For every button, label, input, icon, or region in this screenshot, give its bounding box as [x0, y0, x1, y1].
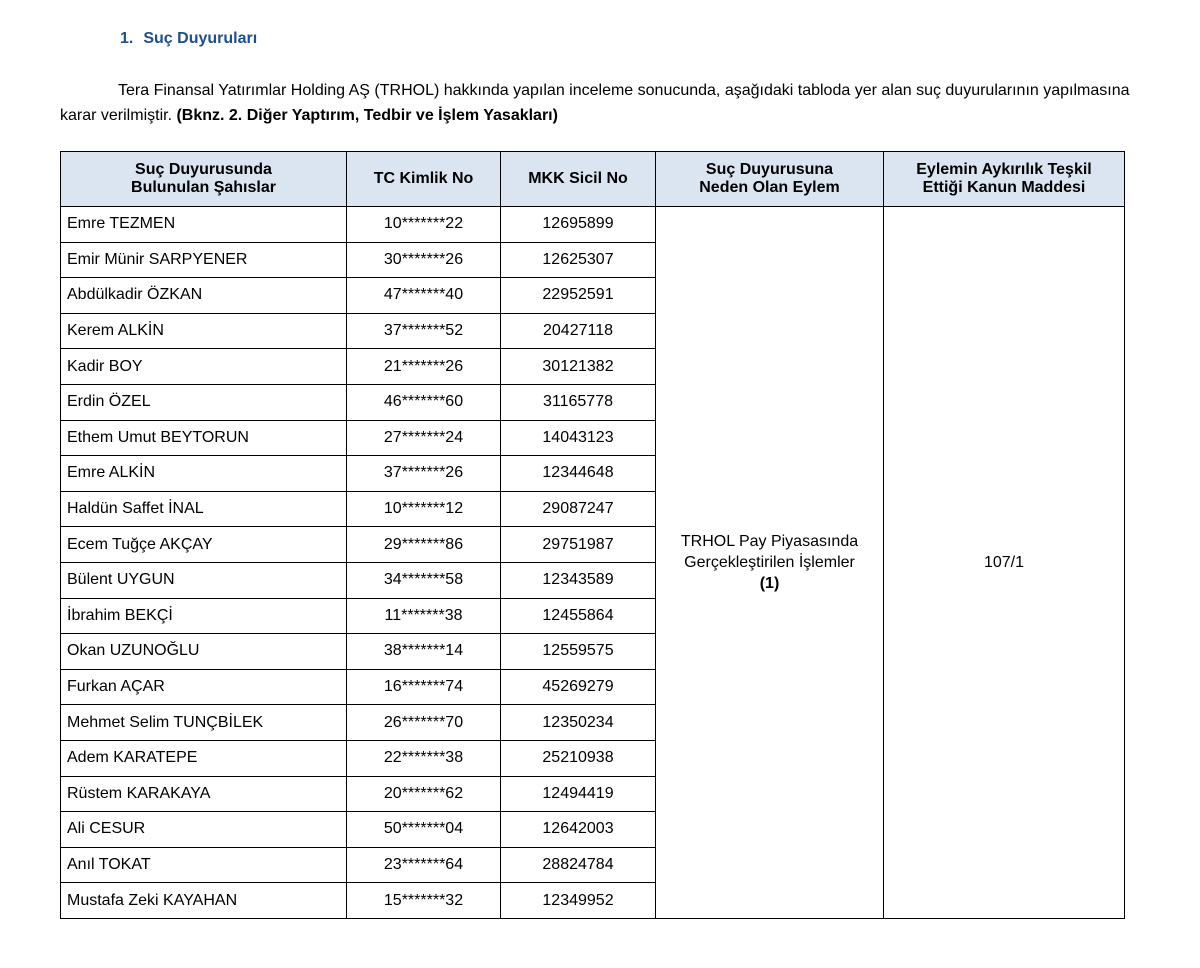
tc-no-cell: 29*******86	[347, 527, 501, 563]
mkk-no-cell: 12343589	[501, 562, 656, 598]
mkk-no-cell: 30121382	[501, 349, 656, 385]
person-name-cell: Emre TEZMEN	[61, 207, 347, 243]
table-body	[61, 207, 1125, 919]
intro-paragraph	[60, 78, 1140, 128]
person-name-cell: Ethem Umut BEYTORUN	[61, 420, 347, 456]
header-law-article: Eylemin Aykırılık Teşkil Ettiği Kanun Maddesi	[884, 152, 1125, 207]
mkk-no-cell: 12642003	[501, 812, 656, 848]
tc-no-cell: 38*******14	[347, 634, 501, 670]
tc-no-cell: 23*******64	[347, 847, 501, 883]
tc-no-cell: 20*******62	[347, 776, 501, 812]
person-name-cell: Ecem Tuğçe AKÇAY	[61, 527, 347, 563]
tc-no-cell: 21*******26	[347, 349, 501, 385]
tc-no-cell: 30*******26	[347, 242, 501, 278]
person-name-cell: Kerem ALKİN	[61, 313, 347, 349]
header-persons: Suç Duyurusunda Bulunulan Şahıslar	[61, 152, 347, 207]
section-heading	[120, 30, 257, 48]
law-article-merged-cell: 107/1	[884, 207, 1125, 919]
header-action: Suç Duyurusuna Neden Olan Eylem	[656, 152, 884, 207]
tc-no-cell: 10*******12	[347, 491, 501, 527]
person-name-cell: Erdin ÖZEL	[61, 384, 347, 420]
person-name-cell: Adem KARATEPE	[61, 740, 347, 776]
table-header-row	[61, 152, 1125, 207]
mkk-no-cell: 14043123	[501, 420, 656, 456]
person-name-cell: Haldün Saffet İNAL	[61, 491, 347, 527]
person-name-cell: Kadir BOY	[61, 349, 347, 385]
mkk-no-cell: 12349952	[501, 883, 656, 919]
tc-no-cell: 26*******70	[347, 705, 501, 741]
intro-text: Tera Finansal Yatırımlar Holding AŞ (TRHOL) hakkında yapılan inceleme sonucunda, aşağıdaki tabloda yer alan suç duyurularının yapılmasına karar verilmiştir.	[60, 82, 1130, 124]
mkk-no-cell: 20427118	[501, 313, 656, 349]
table-row	[61, 207, 1125, 243]
tc-no-cell: 22*******38	[347, 740, 501, 776]
tc-no-cell: 50*******04	[347, 812, 501, 848]
mkk-no-cell: 29751987	[501, 527, 656, 563]
mkk-no-cell: 29087247	[501, 491, 656, 527]
person-name-cell: Ali CESUR	[61, 812, 347, 848]
mkk-no-cell: 12455864	[501, 598, 656, 634]
mkk-no-cell: 12695899	[501, 207, 656, 243]
person-name-cell: Anıl TOKAT	[61, 847, 347, 883]
person-name-cell: Bülent UYGUN	[61, 562, 347, 598]
action-line-2: Gerçekleştirilen İşlemler	[684, 553, 855, 571]
mkk-no-cell: 45269279	[501, 669, 656, 705]
header-mkk-no: MKK Sicil No	[501, 152, 656, 207]
tc-no-cell: 27*******24	[347, 420, 501, 456]
person-name-cell: İbrahim BEKÇİ	[61, 598, 347, 634]
mkk-no-cell: 12494419	[501, 776, 656, 812]
person-name-cell: Emre ALKİN	[61, 456, 347, 492]
mkk-no-cell: 12344648	[501, 456, 656, 492]
tc-no-cell: 11*******38	[347, 598, 501, 634]
person-name-cell: Furkan AÇAR	[61, 669, 347, 705]
tc-no-cell: 16*******74	[347, 669, 501, 705]
person-name-cell: Okan UZUNOĞLU	[61, 634, 347, 670]
mkk-no-cell: 12559575	[501, 634, 656, 670]
tc-no-cell: 15*******32	[347, 883, 501, 919]
action-note: (1)	[759, 574, 780, 592]
tc-no-cell: 46*******60	[347, 384, 501, 420]
criminal-complaints-table	[60, 151, 1125, 919]
person-name-cell: Mustafa Zeki KAYAHAN	[61, 883, 347, 919]
action-merged-cell	[656, 207, 884, 919]
person-name-cell: Abdülkadir ÖZKAN	[61, 278, 347, 314]
header-tc-no: TC Kimlik No	[347, 152, 501, 207]
person-name-cell: Mehmet Selim TUNÇBİLEK	[61, 705, 347, 741]
intro-reference: (Bknz. 2. Diğer Yaptırım, Tedbir ve İşlem Yasakları)	[176, 107, 558, 124]
section-title: Suç Duyuruları	[143, 30, 258, 47]
person-name-cell: Emir Münir SARPYENER	[61, 242, 347, 278]
mkk-no-cell: 31165778	[501, 384, 656, 420]
section-number: 1.	[120, 30, 134, 47]
mkk-no-cell: 25210938	[501, 740, 656, 776]
tc-no-cell: 37*******52	[347, 313, 501, 349]
mkk-no-cell: 12625307	[501, 242, 656, 278]
tc-no-cell: 47*******40	[347, 278, 501, 314]
person-name-cell: Rüstem KARAKAYA	[61, 776, 347, 812]
mkk-no-cell: 22952591	[501, 278, 656, 314]
mkk-no-cell: 12350234	[501, 705, 656, 741]
tc-no-cell: 10*******22	[347, 207, 501, 243]
action-line-1: TRHOL Pay Piyasasında	[680, 532, 859, 550]
tc-no-cell: 34*******58	[347, 562, 501, 598]
tc-no-cell: 37*******26	[347, 456, 501, 492]
mkk-no-cell: 28824784	[501, 847, 656, 883]
